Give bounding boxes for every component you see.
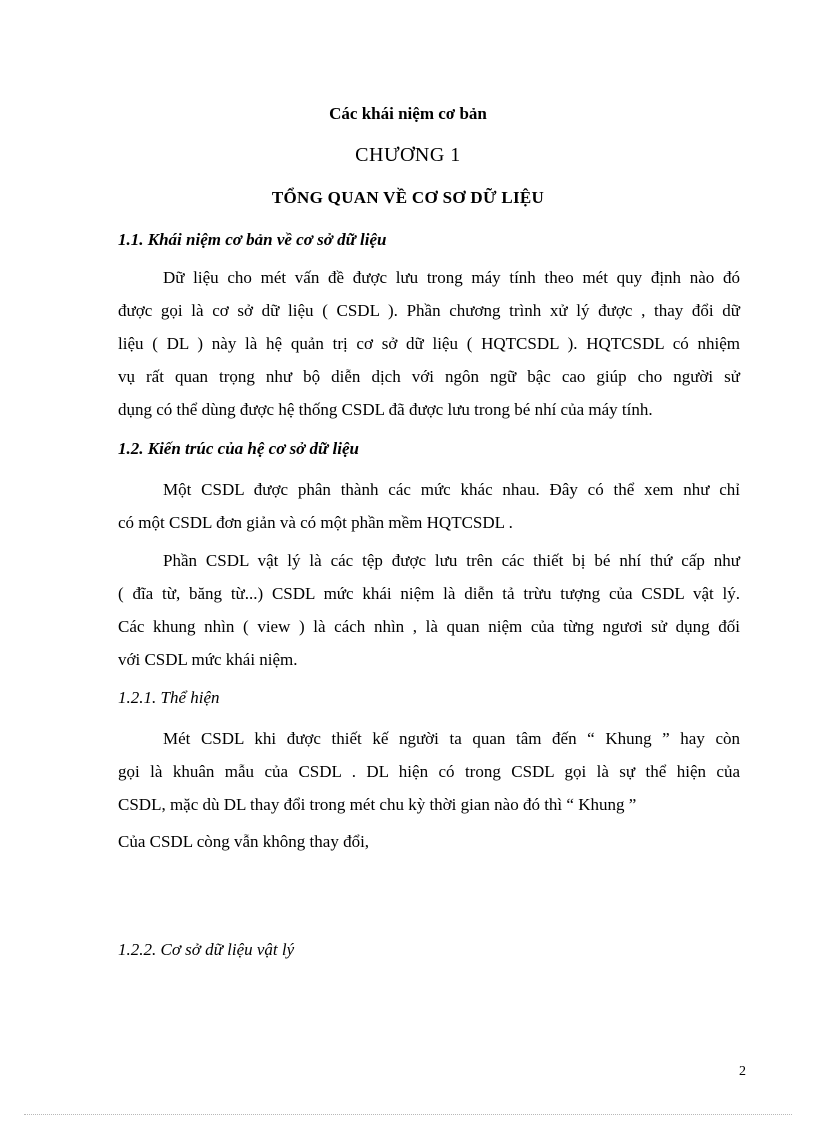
paragraph-line: vụ rất quan trọng như bộ diễn dịch với ngôn ngữ bậc cao giúp cho người sử xyxy=(118,367,740,386)
paragraph-line: liệu ( DL ) này là hệ quản trị cơ sở dữ liệu ( HQTCSDL ). HQTCSDL có nhiệm xyxy=(118,334,740,353)
paragraph-line: dụng có thể dùng được hệ thống CSDL đã được lưu trong bé nhí của máy tính. xyxy=(118,400,653,419)
chapter-number: CHƯƠNG 1 xyxy=(355,144,461,166)
section-heading-1-2: 1.2. Kiến trúc của hệ cơ sở dữ liệu xyxy=(118,439,359,458)
section-heading-1-2-1: 1.2.1. Thể hiện xyxy=(118,688,220,707)
paragraph-line: Phần CSDL vật lý là các tệp được lưu trên các thiết bị bé nhí thứ cấp như xyxy=(163,551,740,570)
section-heading-1-1: 1.1. Khái niệm cơ bản về cơ sở dữ liệu xyxy=(118,230,387,249)
paragraph-line: với CSDL mức khái niệm. xyxy=(118,650,298,669)
paragraph-line: Dữ liệu cho mét vấn đề được lưu trong máy tính theo mét quy định nào đó xyxy=(163,268,740,287)
paragraph-line: được gọi là cơ sở dữ liệu ( CSDL ). Phần chương trình xử lý được , thay đổi dữ xyxy=(118,301,740,320)
paragraph-line: Một CSDL được phân thành các mức khác nhau. Đây có thể xem như chỉ xyxy=(163,480,740,499)
paragraph-line: Các khung nhìn ( view ) là cách nhìn , là quan niệm của từng ngươi sử dụng đối xyxy=(118,617,740,636)
page-number: 2 xyxy=(739,1064,746,1079)
section-heading-1-2-2: 1.2.2. Cơ sở dữ liệu vật lý xyxy=(118,940,295,959)
paragraph-line: Mét CSDL khi được thiết kế người ta quan tâm đến “ Khung ” hay còn xyxy=(163,729,740,748)
page-header-title: Các khái niệm cơ bản xyxy=(329,104,487,123)
paragraph-line: CSDL, mặc dù DL thay đổi trong mét chu kỳ thời gian nào đó thì “ Khung ” xyxy=(118,795,637,814)
chapter-title: TỔNG QUAN VỀ CƠ SƠ DỮ LIỆU xyxy=(271,188,545,207)
paragraph-line: ( đĩa từ, băng từ...) CSDL mức khái niệm là diễn tả trừu tượng của CSDL vật lý. xyxy=(118,584,740,603)
paragraph-line: Của CSDL còng vẫn không thay đổi, xyxy=(118,832,370,851)
paragraph-line: gọi là khuân mẫu của CSDL . DL hiện có trong CSDL gọi là sự thể hiện của xyxy=(118,762,740,781)
paragraph-line: có một CSDL đơn giản và có một phần mềm HQTCSDL . xyxy=(118,513,513,532)
page-bottom-border xyxy=(24,1114,792,1115)
